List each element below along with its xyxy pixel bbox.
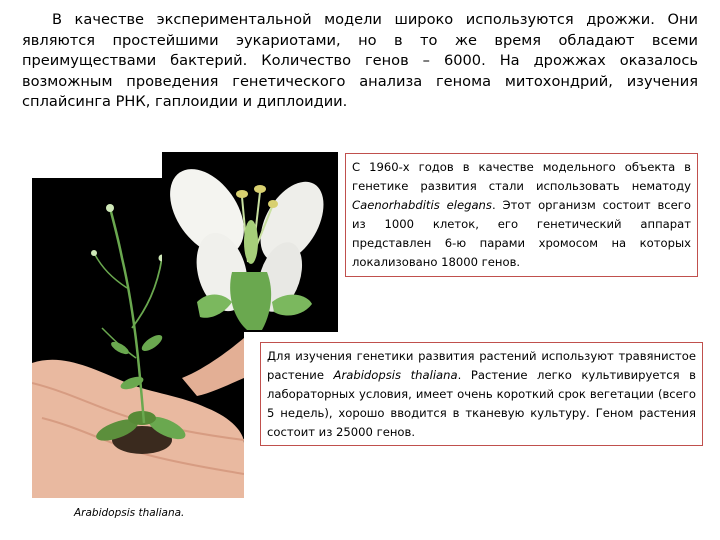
plant-photo-caption: Arabidopsis thaliana.	[74, 507, 185, 519]
arabidopsis-info-box	[260, 342, 703, 446]
arabidopsis-species-name: Arabidopsis thaliana	[333, 367, 458, 382]
nematode-info-box	[345, 153, 698, 277]
arabidopsis-flower-photo	[162, 152, 338, 332]
nematode-species-name: Caenorhabditis elegans	[352, 197, 492, 212]
arabidopsis-info-text: Для изучения генетики развития растений используют травянистое растение Arabidopsis thaliana. Растение легко культивируется в лабораторных условия, имеет очень короткий срок вегетации (всего 5 недель), хорошо вводится в тканевую культуру. Геном растения состоит из 25000 генов.	[267, 349, 696, 439]
intro-paragraph: В качестве экспериментальной модели широко используются дрожжи. Они являются простейшими эукариотами, но в то же время обладают всеми преимуществами бактерий. Количество генов – 6000. На дрожжах оказалось возможным проведения генетического анализа генома митохондрий, изучения сплайсинга РНК, гаплоидии и диплоидии.	[22, 11, 698, 110]
nematode-info-text: С 1960-х годов в качестве модельного объекта в генетике развития стали использовать нематоду Caenorhabditis elegans. Этот организм состоит всего из 1000 клеток, его генетический аппарат представлен 6-ю парами хромосом на которых локализовано 18000 генов.	[352, 160, 691, 269]
